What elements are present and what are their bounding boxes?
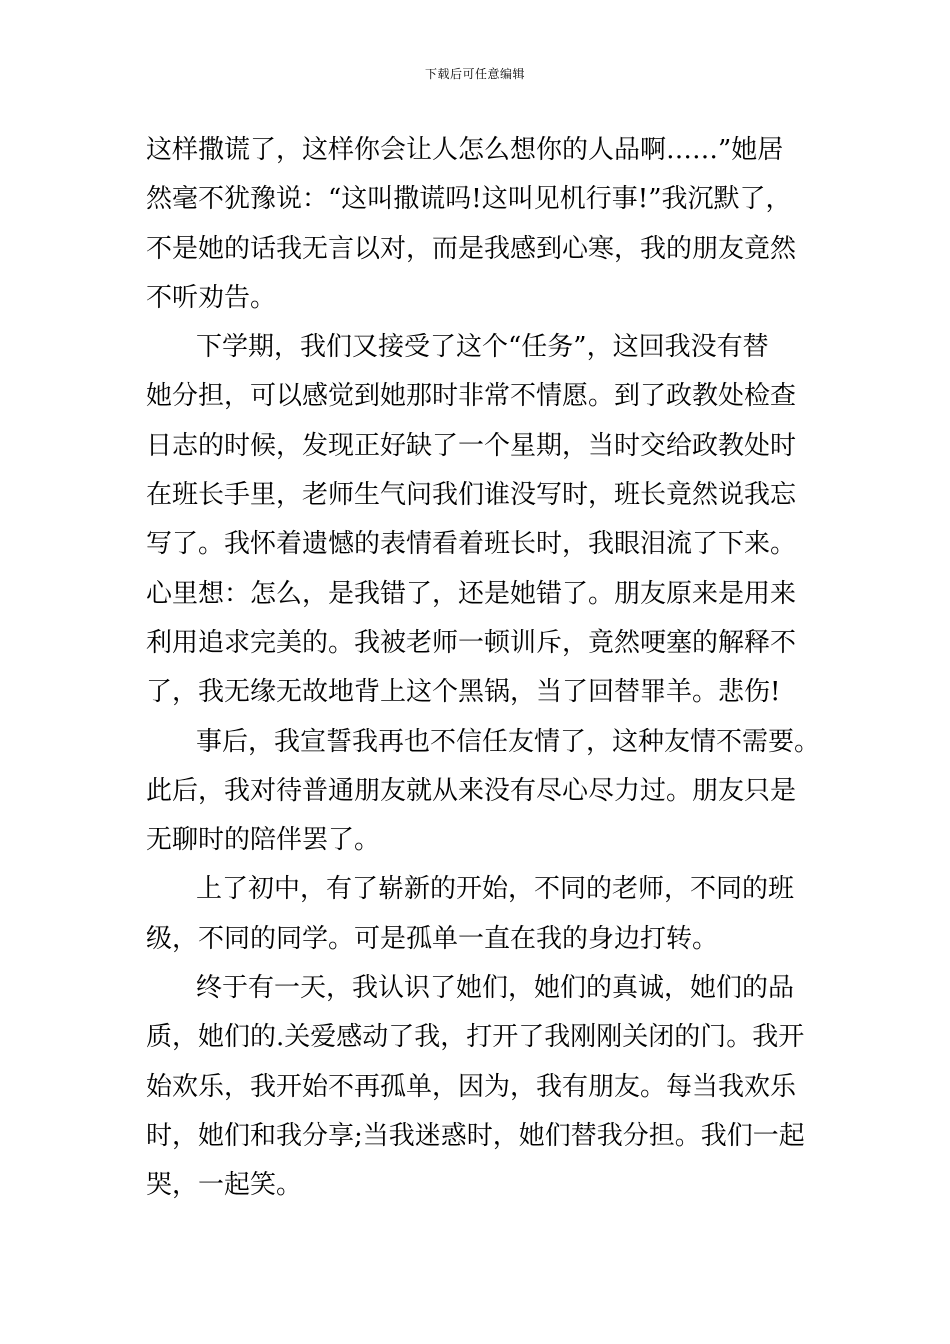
text-line: 级，不同的同学。可是孤单一直在我的身边打转。 — [146, 923, 719, 954]
text-line: 在班长手里，老师生气问我们谁没写时，班长竟然说我忘 — [146, 480, 797, 511]
text-line: 终于有一天，我认识了她们，她们的真诚，她们的品 — [196, 973, 795, 1004]
document-body — [146, 126, 846, 1211]
text-line: 质，她们的.关爱感动了我，打开了我刚刚关闭的门。我开 — [146, 1022, 805, 1053]
text-line: 然毫不犹豫说：“这叫撒谎吗!这叫见机行事!”我沉默了， — [146, 184, 792, 215]
text-line: 事后，我宣誓我再也不信任友情了，这种友情不需要。 — [196, 726, 821, 757]
text-line: 写了。我怀着遗憾的表情看着班长时，我眼泪流了下来。 — [146, 529, 797, 560]
text-line: 日志的时候，发现正好缺了一个星期，当时交给政教处时 — [146, 430, 797, 461]
text-line: 心里想：怎么，是我错了，还是她错了。朋友原来是用来 — [146, 578, 797, 609]
text-line: 始欢乐，我开始不再孤单，因为，我有朋友。每当我欢乐 — [146, 1071, 797, 1102]
text-line: 时，她们和我分享;当我迷惑时，她们替我分担。我们一起 — [146, 1120, 805, 1151]
text-line: 利用追求完美的。我被老师一顿训斥，竟然哽塞的解释不 — [146, 627, 797, 658]
text-line: 此后，我对待普通朋友就从来没有尽心尽力过。朋友只是 — [146, 775, 797, 806]
text-line: 无聊时的陪伴罢了。 — [146, 825, 381, 856]
page-header: 下载后可任意编辑 — [424, 67, 525, 81]
text-line: 这样撒谎了，这样你会让人怎么想你的人品啊……”她居 — [146, 135, 784, 165]
text-line: 下学期，我们又接受了这个“任务”，这回我没有替 — [196, 332, 769, 363]
text-line: 上了初中，有了崭新的开始，不同的老师，不同的班 — [196, 874, 795, 905]
text-line: 她分担，可以感觉到她那时非常不情愿。到了政教处检查 — [146, 381, 797, 412]
text-line: 不听劝告。 — [146, 282, 277, 313]
text-line: 不是她的话我无言以对，而是我感到心寒，我的朋友竟然 — [146, 233, 797, 264]
text-line: 了，我无缘无故地背上这个黑锅，当了回替罪羊。悲伤! — [146, 677, 781, 708]
text-line: 哭，一起笑。 — [146, 1170, 303, 1201]
